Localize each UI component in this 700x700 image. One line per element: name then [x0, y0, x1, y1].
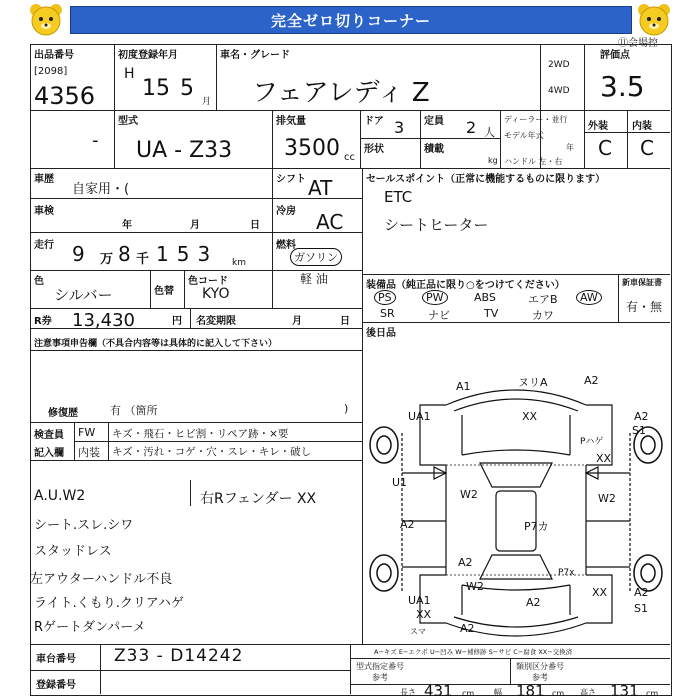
notes-label: 注意事項申告欄（不具合内容等は具体的に記入して下さい） [34, 339, 278, 349]
chassis-label: 車台番号 [36, 654, 76, 665]
interior-label: 内装 [632, 121, 652, 132]
warranty-value: 有・無 [626, 300, 663, 314]
repair-history-label: 修復歴 [48, 408, 78, 419]
car-name-value: フェアレディ Z [252, 78, 430, 108]
reg-number-label: 登録番号 [36, 680, 76, 691]
mark-nuri-a: ヌリA [518, 376, 548, 389]
color-code: KYO [202, 286, 230, 302]
equip-abs: ABS [474, 291, 496, 304]
mileage-sen: 8 [118, 242, 131, 266]
model-year-label: モデル年式 [504, 131, 544, 140]
mark-ptx: P7x [558, 568, 575, 578]
color-label: 色 [34, 276, 44, 287]
mark-a2-tr: A2 [584, 374, 599, 387]
sales-point-2: シートヒーター [384, 216, 489, 234]
displacement-label: 排気量 [276, 116, 306, 127]
mark-a2-bb: A2 [460, 622, 475, 635]
mark-xx-br: XX [592, 586, 608, 599]
length-label: 長さ [400, 688, 416, 697]
equip-navi: ナビ [428, 309, 450, 322]
exterior-label: 外装 [588, 121, 608, 132]
evaluation-label: 評価点 [600, 50, 630, 61]
fuel-alt: 軽 油 [300, 272, 328, 286]
inspector-row2: キズ・汚れ・コゲ・穴・スレ・キレ・破し [112, 446, 312, 458]
drive-2wd: 2WD [548, 60, 570, 70]
remark-right: 右Rフェンダー XX [200, 491, 317, 507]
load-label: 積載 [424, 144, 444, 155]
mark-a2-bc: A2 [526, 596, 541, 609]
width-value: 181 [516, 682, 545, 700]
mark-phage: Pハゲ [580, 437, 604, 447]
displacement-unit: cc [344, 152, 355, 163]
evaluation-score: 3.5 [600, 70, 645, 103]
inspector-row1: キズ・飛石・ヒビ割・リペア跡・×要 [112, 428, 289, 440]
price-unit: 円 [172, 316, 182, 327]
mark-u1-l: U1 [392, 476, 408, 489]
mark-s1-br: S1 [634, 602, 648, 615]
lot-number: 4356 [34, 82, 96, 110]
name-change-month: 月 [292, 316, 302, 327]
history-label: 車歴 [34, 174, 54, 185]
first-reg-month-unit: 月 [202, 97, 212, 107]
shape-label: 形状 [364, 144, 384, 155]
model-value: UA - Z33 [136, 138, 233, 163]
height-label: 高さ [580, 688, 596, 697]
equipment-label: 装備品（純正品に限り○をつけてください） [366, 280, 565, 291]
first-reg-year: 15 [142, 76, 170, 101]
corner-mark: ⑪会場控 [618, 38, 658, 49]
mark-pa: P7カ [524, 520, 549, 533]
equip-airbag: エアB [528, 293, 558, 306]
mark-suma: スマ [410, 627, 426, 636]
sales-points-label: セールスポイント（正常に機能するものに限ります） [366, 174, 606, 185]
remark-5: ライト.くもり.クリアハゲ [34, 596, 184, 611]
inspector-fw: FW [78, 426, 96, 439]
name-change-label: 名変期限 [196, 316, 236, 327]
chassis-value: Z33 - D14242 [114, 646, 244, 666]
price-value: 13,430 [72, 310, 135, 331]
displacement-value: 3500 [284, 136, 340, 161]
model-prefix: - [92, 130, 99, 151]
mark-ua1-bl: UA1 [408, 594, 431, 607]
page-banner: 完全ゼロ切りコーナー [70, 6, 632, 34]
inspector-sub: 記入欄 [34, 448, 64, 459]
equip-pw: PW [422, 290, 448, 305]
interior-grade: C [640, 136, 654, 160]
dealer-label: ディーラー・並行 [504, 115, 568, 124]
remark-1: A.U.W2 [34, 488, 86, 504]
mark-ua1-l: UA1 [408, 410, 431, 423]
history-value: 自家用・( [72, 182, 130, 197]
height-value: 131 [610, 682, 639, 700]
height-unit: cm [646, 689, 659, 698]
repair-history-close: ) [344, 402, 349, 415]
mascot-bear-icon-right [636, 2, 672, 38]
handle-label: ハンドル 左・右 [504, 157, 563, 166]
load-unit: kg [488, 156, 498, 165]
fuel-label: 燃料 [276, 240, 296, 251]
mileage-man: 9 [72, 242, 85, 266]
mark-w2-c: W2 [460, 488, 478, 501]
length-value: 431 [424, 682, 453, 700]
equip-ps: PS [374, 290, 396, 305]
capacity-label: 定員 [424, 116, 444, 127]
equip-leather: カワ [532, 309, 554, 322]
mascot-bear-icon-left [28, 2, 64, 38]
aircon-label: 冷房 [276, 206, 296, 217]
color-swap-label: 色替 [154, 286, 174, 297]
mark-s1-r: S1 [632, 424, 646, 437]
name-change-day: 日 [340, 316, 350, 327]
car-name-label: 車名・グレード [220, 50, 290, 61]
later-items-label: 後日品 [366, 328, 396, 339]
shift-label: シフト [276, 174, 306, 185]
drive-4wd: 4WD [548, 86, 570, 96]
legend-text: A−キズ E−エクボ U−凹み W−補修跡 S−サビ C−腐食 XX−交換済 [374, 648, 573, 656]
first-reg-month: 5 [180, 76, 194, 101]
inspector-naisou: 内装 [78, 446, 100, 459]
class-spec-ref: 参考 [532, 673, 548, 682]
repair-history-value: 有 （箇所 [110, 404, 158, 417]
mark-xx-top: XX [522, 410, 538, 423]
remark-3: スタッドレス [34, 544, 112, 559]
model-spec-label: 型式指定番号 [356, 662, 404, 671]
model-year-unit: 年 [566, 143, 574, 152]
lot-label: 出品番号 [34, 50, 74, 61]
inspection-month: 月 [190, 220, 200, 231]
capacity-value: 2 [466, 118, 477, 137]
price-label: R券 [34, 316, 52, 327]
equip-aw: AW [576, 290, 602, 305]
mileage-rest: 153 [156, 242, 219, 266]
mark-a2-br: A2 [634, 586, 649, 599]
fuel-gasoline-circled: ガソリン [290, 248, 342, 266]
mark-xx-bl: XX [416, 608, 432, 621]
doors-value: 3 [394, 118, 405, 137]
warranty-label: 新車保証書 [622, 278, 662, 287]
exterior-grade: C [598, 136, 612, 160]
length-unit: cm [462, 689, 475, 698]
first-reg-label: 初度登録年月 [118, 50, 178, 61]
mileage-man-unit: 万 [100, 252, 114, 267]
doors-label: ドア [364, 116, 384, 127]
aircon-value: AC [316, 210, 344, 234]
mark-w2-b: W2 [466, 580, 484, 593]
remark-2: シート.スレ.シワ [34, 518, 134, 533]
mark-a2-bl: A2 [458, 556, 473, 569]
mark-a2-l: A2 [400, 518, 415, 531]
first-reg-era: H [124, 66, 135, 82]
lot-sub: [2098] [34, 66, 68, 77]
sales-point-1: ETC [384, 188, 413, 206]
inspection-day: 日 [250, 220, 260, 231]
mileage-sen-unit: 千 [136, 252, 150, 267]
color-value: シルバー [54, 286, 113, 304]
mark-a1-tl: A1 [456, 380, 471, 393]
remark-4: 左アウターハンドル不良 [30, 572, 173, 587]
model-spec-ref: 参考 [372, 673, 388, 682]
mileage-unit: km [232, 258, 246, 268]
mark-a2-r: A2 [634, 410, 649, 423]
capacity-unit: 人 [484, 126, 495, 139]
width-unit: cm [552, 689, 565, 698]
mark-w2-r: W2 [598, 492, 616, 505]
inspection-year: 年 [122, 220, 132, 231]
equip-tv: TV [484, 307, 499, 320]
inspector-label: 検査員 [34, 430, 64, 441]
equip-sr: SR [380, 307, 395, 320]
color-code-label: 色コード [188, 276, 228, 287]
width-label: 幅 [494, 688, 502, 697]
mileage-label: 走行 [34, 240, 54, 251]
shift-value: AT [308, 176, 333, 200]
class-spec-label: 類別区分番号 [516, 662, 564, 671]
model-label: 型式 [118, 116, 138, 127]
mark-xx-r: XX [596, 452, 612, 465]
remark-6: Rゲートダンパーメ [34, 620, 146, 635]
inspection-label: 車検 [34, 206, 54, 217]
